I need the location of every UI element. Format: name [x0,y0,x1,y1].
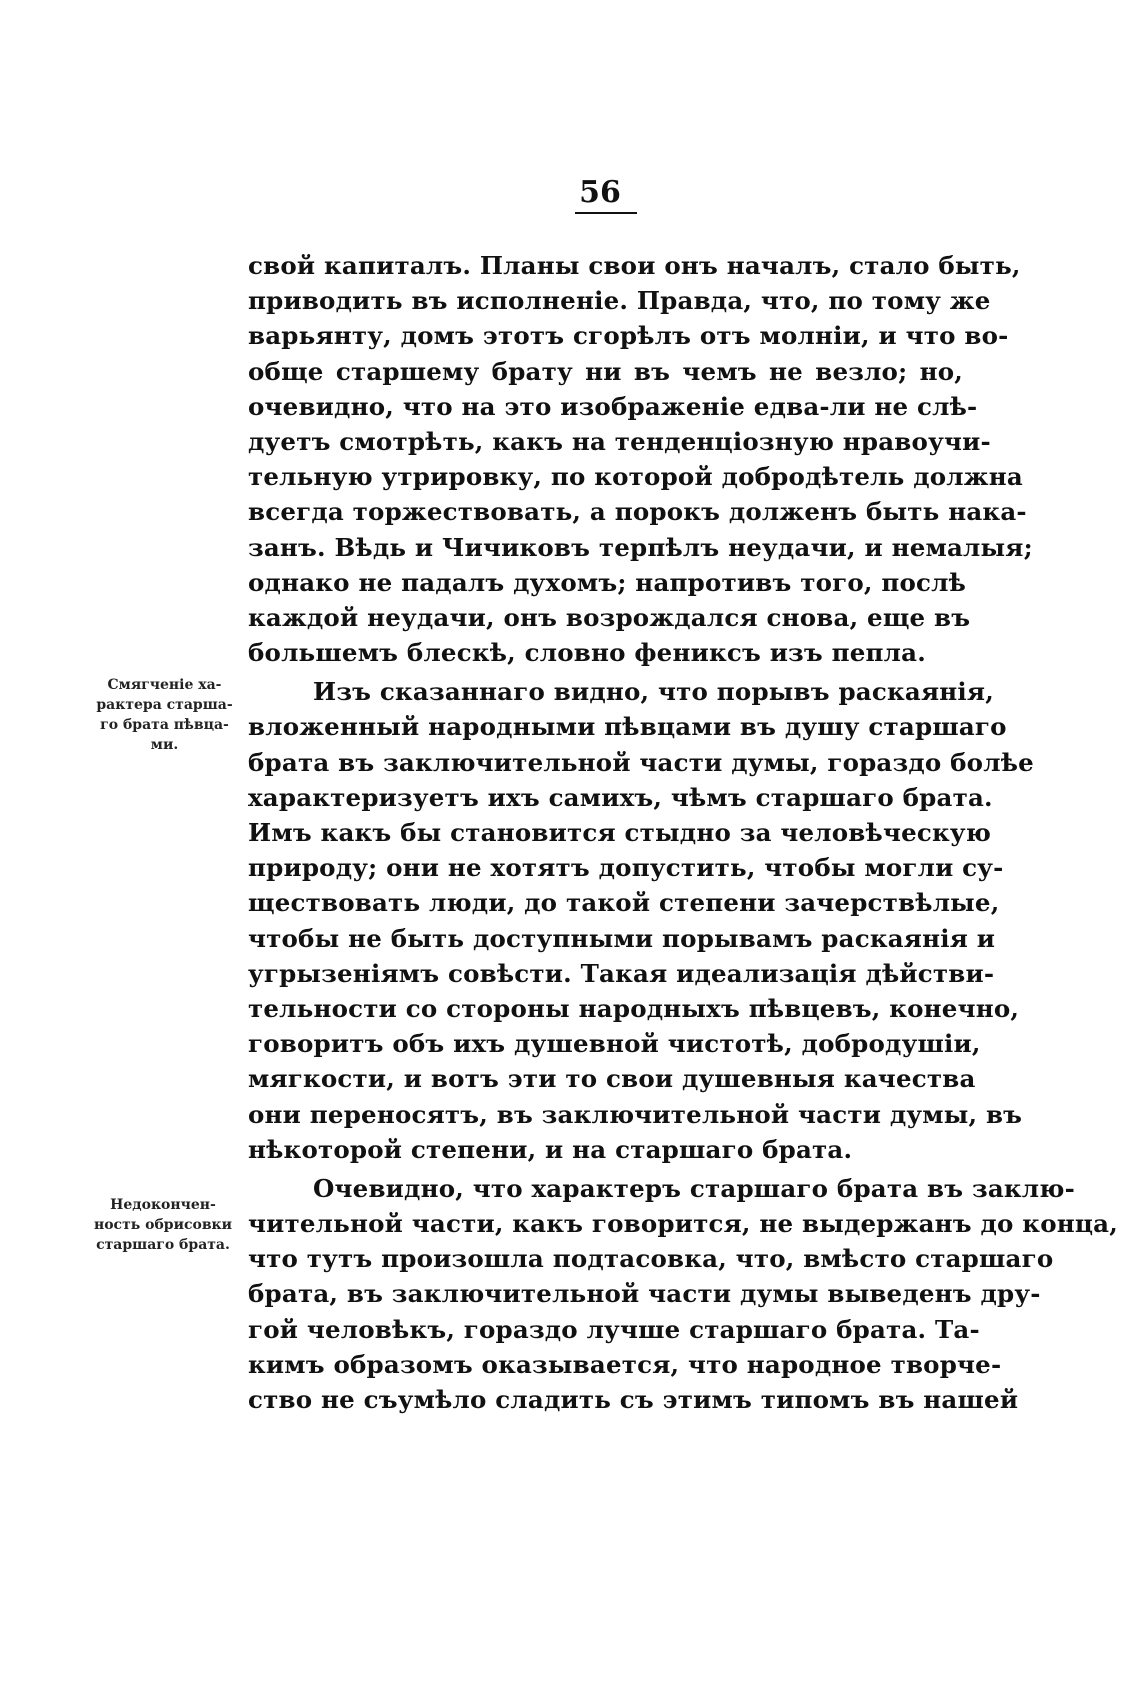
text-line: брата въ заключительной части думы, гораздо болѣе [248,747,1034,777]
text-line: нѣкоторой степени, и на старшаго брата. [248,1134,853,1164]
text-line: ществовать люди, до такой степени зачерствѣлые, [248,888,1000,918]
margin-note-line: ность обрисовки [93,1217,233,1233]
text-line: тельную утрировку, по которой добродѣтель должна [248,462,1023,492]
text-line: Изъ сказаннаго видно, что порывъ раскаянія, [313,677,994,707]
text-line: тельности со стороны народныхъ пѣвцевъ, конечно, [248,993,1020,1023]
text-line: ство не съумѣло сладить съ этимъ типомъ въ нашей [248,1385,1019,1414]
margin-note-incompleteness [88,1195,238,1255]
margin-note-line: старшаго брата. [96,1237,230,1253]
text-line: гой человѣкъ, гораздо лучше старшаго брата. Та- [248,1314,980,1344]
text-line: Имъ какъ бы становится стыдно за человѣческую [248,818,992,847]
text-line: Очевидно, что характеръ старшаго брата въ заклю- [313,1173,1075,1203]
text-line: свой капиталъ. Планы свои онъ началъ, стало быть, [248,251,1021,280]
text-line: брата, въ заключительной части думы выведенъ дру- [248,1279,1041,1309]
margin-note-line: Смягченіе ха- [107,677,222,693]
paragraph-2 [248,674,1034,1167]
text-line: приводить въ исполненіе. Правда, что, по тому же [248,286,991,316]
text-line: природу; они не хотятъ допустить, чтобы могли су- [248,853,1004,883]
margin-note-line: ми. [150,737,179,753]
body-text [248,248,1118,1417]
text-line: характеризуетъ ихъ самихъ, чѣмъ старшаго брата. [248,782,993,812]
text-line: занъ. Вѣдь и Чичиковъ терпѣлъ неудачи, и немалыя; [248,532,1033,562]
text-line: каждой неудачи, онъ возрождался снова, еще въ [248,602,971,632]
paragraph-3 [248,1171,1118,1417]
paragraph-1 [248,248,1033,670]
text-line: мягкости, и вотъ эти то свои душевныя качества [248,1064,976,1094]
text-line: говоритъ объ ихъ душевной чистотѣ, добродушіи, [248,1029,981,1059]
text-line: чительной части, какъ говорится, не выдержанъ до конца, [248,1209,1118,1239]
margin-note-softening [92,675,237,755]
text-line: варьянту, домъ этотъ сгорѣлъ отъ молніи, и что во- [248,321,1009,351]
text-line: очевидно, что на это изображеніе едва-ли не слѣ- [248,391,978,421]
text-line: что тутъ произошла подтасовка, что, вмѣсто старшаго [248,1244,1054,1274]
text-line: всегда торжествовать, а порокъ долженъ быть нака- [248,497,1027,527]
page-number: 56 [579,175,621,210]
text-line: кимъ образомъ оказывается, что народное творче- [248,1349,1002,1379]
text-line: они переносятъ, въ заключительной части думы, въ [248,1099,1023,1129]
text-line: обще старшему брату ни въ чемъ не везло; но, [248,356,963,386]
text-line: дуетъ смотрѣть, какъ на тенденціозную нравоучи- [248,426,991,456]
margin-note-line: Недокончен- [110,1197,216,1213]
margin-note-line: го брата пѣвца- [100,717,229,733]
page-number-rule [575,212,637,214]
text-line: угрызеніямъ совѣсти. Такая идеализація дѣйстви- [248,958,995,988]
text-line: большемъ блескѣ, словно фениксъ изъ пепла. [248,638,926,668]
text-line: чтобы не быть доступными порывамъ раскаянія и [248,923,996,953]
text-line: однако не падалъ духомъ; напротивъ того, послѣ [248,567,967,597]
margin-note-line: рактера старша- [96,697,233,713]
text-line: вложенный народными пѣвцами въ душу старшаго [248,712,1007,742]
